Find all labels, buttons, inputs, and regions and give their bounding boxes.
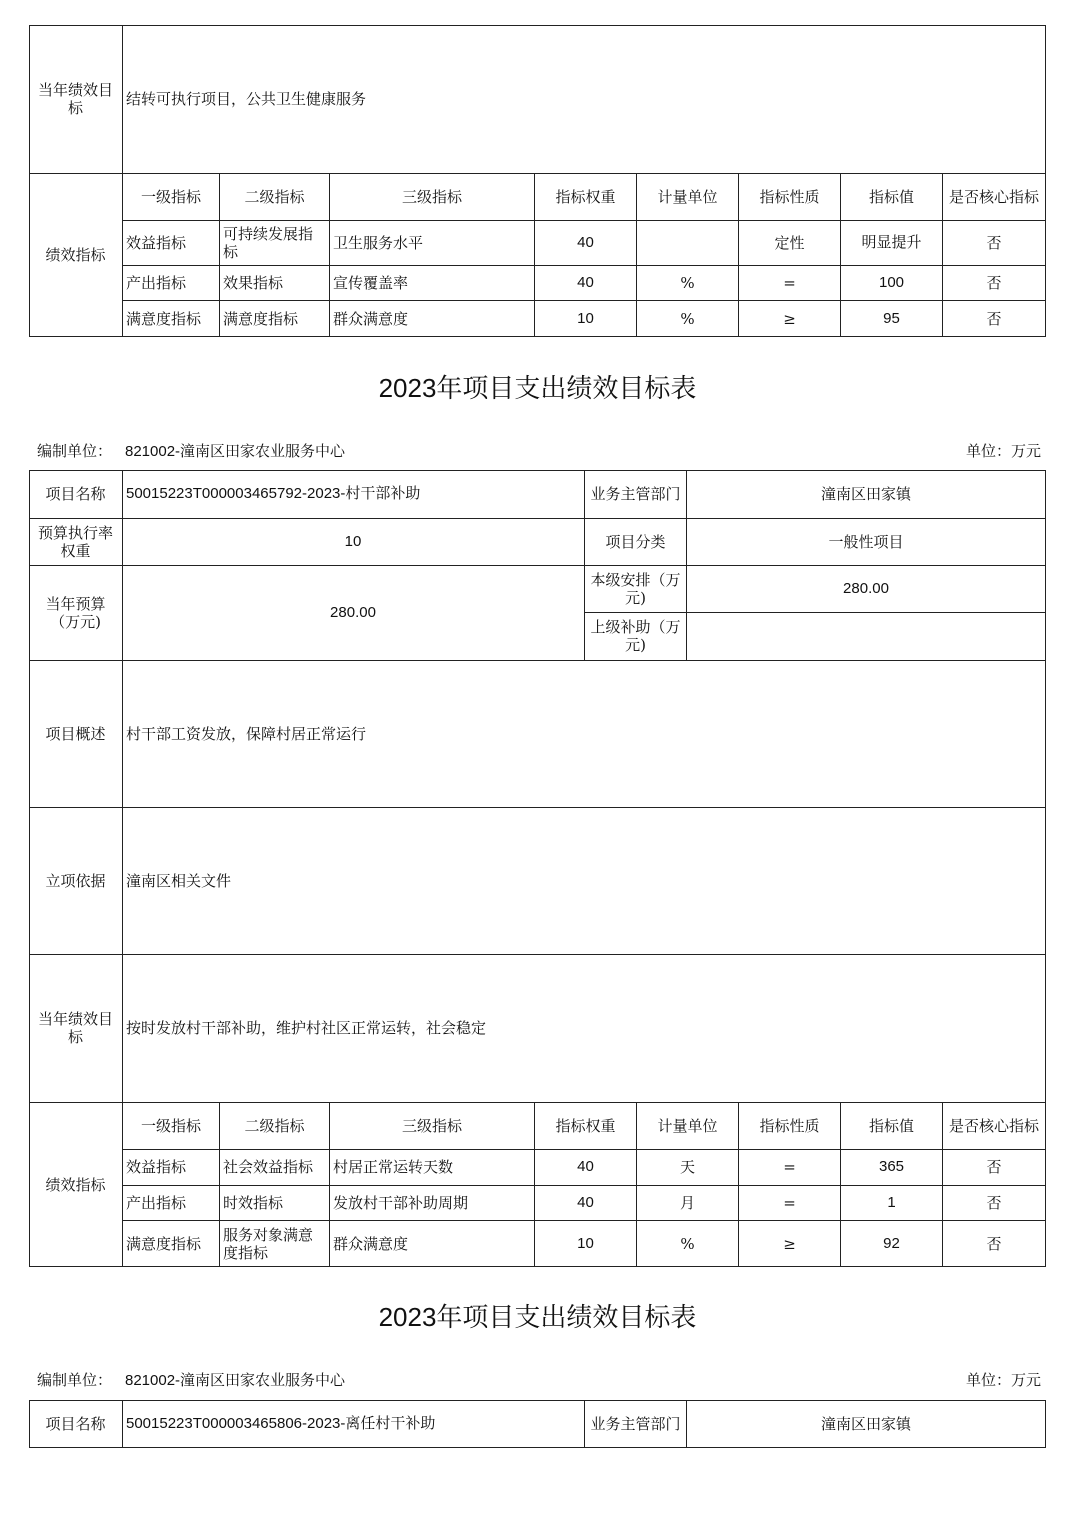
header-weight: 指标权重	[555, 187, 616, 206]
cell-core: 否	[986, 1234, 1002, 1253]
upper-subsidy-label: 上级补助（万元)	[590, 618, 681, 654]
cell-level1: 效益指标	[126, 1158, 187, 1176]
cell-value: 1	[887, 1193, 896, 1211]
cell-level2: 服务对象满意度指标	[223, 1225, 314, 1262]
cell-level1: 满意度指标	[126, 309, 202, 328]
cell-nature: =	[783, 1158, 796, 1176]
cell-value: 100	[878, 273, 905, 291]
cell-nature: =	[783, 1193, 796, 1212]
cell-weight: 40	[577, 1158, 594, 1175]
project-name-label: 项目名称	[45, 485, 106, 503]
cell-unit: 月	[679, 1193, 695, 1212]
header-unit: 计量单位	[657, 187, 718, 206]
cell-level3: 群众满意度	[333, 1234, 409, 1253]
cell-value: 明显提升	[861, 233, 922, 251]
indicators-label: 绩效指标	[45, 246, 106, 264]
cell-weight: 40	[577, 273, 594, 291]
category-value: 一般性项目	[828, 532, 904, 551]
cell-value: 365	[878, 1158, 905, 1175]
project-name-value: 50015223T000003465792-2023-村干部补助	[126, 485, 421, 502]
header-level3: 三级指标	[401, 187, 462, 206]
header-weight: 指标权重	[555, 1116, 616, 1135]
header-value: 指标值	[868, 1116, 914, 1135]
cell-nature: =	[783, 273, 796, 292]
goal-label: 当年绩效目标	[37, 81, 113, 117]
cell-unit: %	[680, 309, 695, 328]
header-value: 指标值	[868, 187, 914, 206]
local-budget-value: 280.00	[843, 579, 889, 597]
goal-label: 当年绩效目标	[37, 1010, 113, 1046]
unit-value: 821002-潼南区田家农业服务中心	[125, 443, 346, 460]
goal-text: 按时发放村干部补助，维护村社区正常运转，社会稳定	[126, 1019, 487, 1037]
budget-value: 280.00	[330, 603, 376, 621]
budget-label: 当年预算（万元)	[45, 594, 106, 631]
currency-label: 单位：万元	[965, 1371, 1041, 1389]
header-level1: 一级指标	[140, 187, 201, 206]
header-level2: 二级指标	[244, 1116, 305, 1135]
cell-core: 否	[986, 309, 1002, 328]
header-level3: 三级指标	[401, 1116, 462, 1135]
header-level2: 二级指标	[244, 187, 305, 206]
header-nature: 指标性质	[759, 1116, 820, 1135]
cell-core: 否	[986, 1193, 1002, 1212]
basis-label: 立项依据	[45, 871, 106, 890]
page-title: 2023年项目支出绩效目标表	[378, 1302, 697, 1332]
overview-text: 村干部工资发放，保障村居正常运行	[126, 724, 367, 743]
cell-level1: 产出指标	[126, 273, 187, 292]
cell-core: 否	[986, 233, 1002, 252]
unit-label: 编制单位：	[37, 1371, 113, 1389]
cell-core: 否	[986, 273, 1002, 292]
header-nature: 指标性质	[759, 187, 820, 206]
category-label: 项目分类	[605, 532, 666, 551]
upper-subsidy-value	[687, 612, 1045, 660]
project-name-label: 项目名称	[45, 1415, 106, 1433]
page-title: 2023年项目支出绩效目标表	[378, 373, 697, 403]
cell-level1: 产出指标	[126, 1193, 187, 1212]
cell-nature: ≥	[783, 1234, 796, 1253]
cell-level2: 满意度指标	[223, 309, 299, 328]
basis-text: 潼南区相关文件	[126, 871, 232, 890]
cell-level3: 村居正常运转天数	[333, 1158, 454, 1176]
cell-core: 否	[986, 1158, 1002, 1176]
local-budget-label: 本级安排（万元)	[590, 570, 681, 607]
cell-weight: 40	[577, 1193, 594, 1211]
header-unit: 计量单位	[657, 1116, 718, 1135]
cell-unit	[637, 220, 738, 265]
cell-nature: 定性	[774, 233, 805, 252]
cell-level1: 效益指标	[126, 233, 187, 252]
dept-value: 潼南区田家镇	[820, 1415, 911, 1433]
cell-unit: %	[680, 1234, 695, 1253]
cell-weight: 10	[577, 1234, 594, 1252]
overview-label: 项目概述	[45, 724, 106, 743]
currency-label: 单位：万元	[965, 442, 1041, 460]
cell-level1: 满意度指标	[126, 1234, 202, 1253]
project-name-value: 50015223T000003465806-2023-离任村干补助	[126, 1415, 436, 1432]
dept-label: 业务主管部门	[590, 485, 681, 503]
exec-rate-label: 预算执行率权重	[37, 523, 113, 560]
header-level1: 一级指标	[140, 1116, 201, 1135]
cell-level2: 可持续发展指标	[223, 224, 314, 261]
cell-unit: %	[680, 273, 695, 292]
cell-level3: 发放村干部补助周期	[333, 1193, 469, 1212]
cell-level3: 卫生服务水平	[333, 233, 424, 252]
cell-nature: ≥	[783, 309, 796, 328]
cell-level2: 社会效益指标	[223, 1158, 314, 1176]
dept-label: 业务主管部门	[590, 1415, 681, 1433]
indicators-label: 绩效指标	[45, 1175, 106, 1194]
cell-weight: 40	[577, 233, 594, 251]
cell-value: 92	[883, 1234, 900, 1252]
cell-level2: 时效指标	[223, 1193, 284, 1212]
cell-unit: 天	[679, 1158, 695, 1176]
header-core: 是否核心指标	[948, 1116, 1039, 1135]
cell-weight: 10	[577, 309, 594, 327]
cell-level3: 宣传覆盖率	[333, 273, 409, 292]
cell-value: 95	[883, 309, 900, 327]
cell-level2: 效果指标	[223, 273, 284, 292]
unit-label: 编制单位：	[37, 442, 113, 460]
header-core: 是否核心指标	[948, 187, 1039, 206]
cell-level3: 群众满意度	[333, 309, 409, 328]
exec-rate-value: 10	[344, 532, 362, 550]
dept-value: 潼南区田家镇	[820, 485, 911, 503]
unit-value: 821002-潼南区田家农业服务中心	[125, 1372, 346, 1389]
goal-text: 结转可执行项目，公共卫生健康服务	[126, 90, 367, 108]
